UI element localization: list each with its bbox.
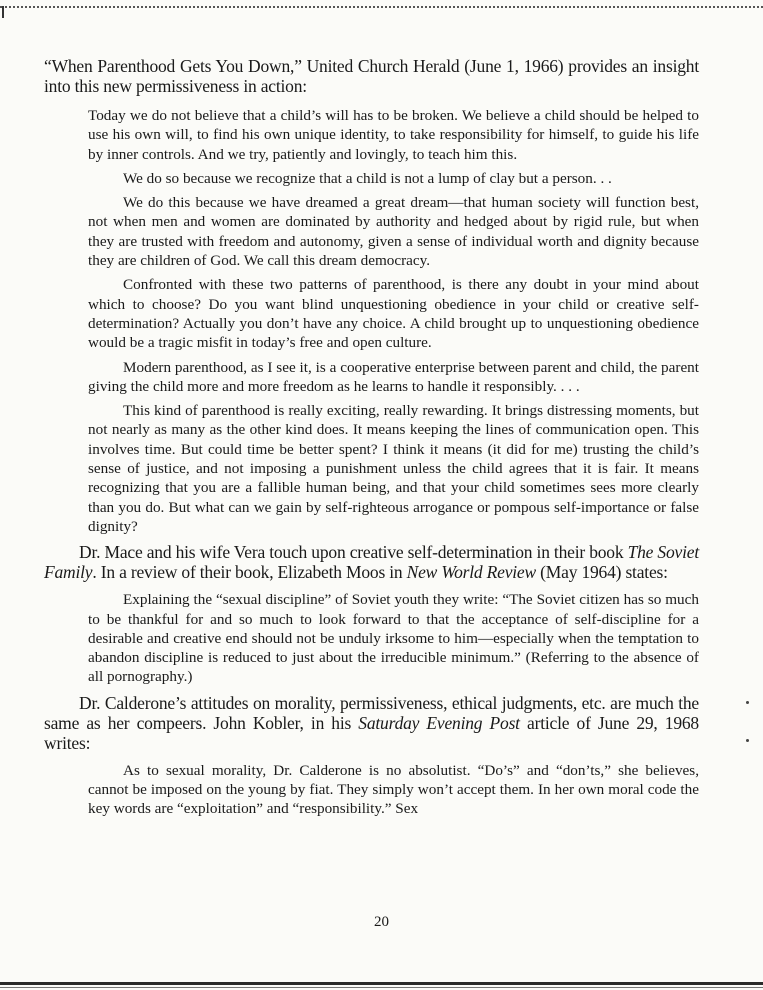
calderone-text-1: Dr. Calderone’s attitudes on morality, permissiveness, ethical judgments, etc. are much the same as her compeers. John Kobler, in his	[44, 692, 699, 733]
page-number: 20	[374, 914, 389, 930]
mace-text-1: Dr. Mace and his wife Vera touch upon creative self-determination in their book	[79, 542, 628, 563]
magazine-title: Saturday Evening Post	[358, 712, 520, 733]
calderone-paragraph	[44, 693, 699, 753]
journal-title: New World Review	[406, 562, 536, 583]
intro-paragraph: “When Parenthood Gets You Down,” United Church Herald (June 1, 1966) provides an insight into this new permissiveness in action:	[44, 56, 699, 96]
book-title: The Soviet Family	[44, 542, 699, 583]
mace-text-3: (May 1964) states:	[535, 562, 668, 583]
mace-paragraph	[44, 542, 699, 582]
page-top-edge	[0, 6, 763, 8]
blockquote-soviet: Explaining the “sexual discipline” of Soviet youth they write: “The Soviet citizen has so much to be thankful for and so much to look forward to that the acceptance of self-discipline for a desirable and creative end should not be unduly irksome to him—especially when the temptation to abandon discipline is reduced to just about the irreducible minimum.” (Referring to the absence of all pornography.)	[88, 591, 699, 686]
quote-paragraph: We do so because we recognize that a child is not a lump of clay but a person. . .	[123, 169, 612, 187]
blockquote-parenthood	[44, 106, 699, 536]
scan-speck	[746, 701, 749, 704]
scan-speck	[746, 739, 749, 742]
mace-text-2: . In a review of their book, Elizabeth Moos in	[92, 562, 407, 583]
page-bottom-edge	[0, 982, 763, 985]
calderone-text-2: article of June 29, 1968 writes:	[44, 712, 699, 753]
quote-paragraph: Modern parenthood, as I see it, is a cooperative enterprise between parent and child, the parent giving the child more and more freedom as he learns to handle it responsibly. . . .	[88, 358, 699, 395]
page-body	[44, 56, 699, 819]
quote-paragraph: This kind of parenthood is really exciting, really rewarding. It brings distressing moments, but not nearly as many as the other kind does. It means keeping the lines of communication open. This involves time. But could time be better spent? I think it means (it did for me) trusting the child’s sense of justice, and not imposing a punishment unless the child agrees that it is fair. It means recognizing that you are a fallible human being, and that your child sometimes sees more clearly than you do. But what can we gain by self-righteous arrogance or pompous self-importance or false dignity?	[88, 402, 699, 535]
quote-paragraph: Today we do not believe that a child’s will has to be broken. We believe a child should be helped to use his own will, to find his own unique identity, to take responsibility for himself, to guide his life by inner controls. And we try, patiently and lovingly, to teach him this.	[88, 107, 699, 163]
page-corner-mark	[2, 6, 4, 18]
page-bottom-edge-shadow	[0, 987, 763, 988]
quote-paragraph: We do this because we have dreamed a great dream—that human society will function best, not when men and women are dominated by authority and hedged about by rigid rule, but when they are trusted with freedom and autonomy, given a sense of individual worth and dignity because they are children of God. We call this dream democracy.	[88, 194, 699, 270]
quote-paragraph: Confronted with these two patterns of parenthood, is there any doubt in your mind about which to choose? Do you want blind unquestioning obedience in your child or creative self-determination? Actually you don’t have any choice. A child brought up to unquestioning obedience would be a tragic misfit in today’s free and open culture.	[88, 276, 699, 352]
blockquote-calderone: As to sexual morality, Dr. Calderone is no absolutist. “Do’s” and “don’ts,” she believes, cannot be imposed on the young by fiat. They simply won’t accept them. In her own moral code the key words are “exploitation” and “responsibility.” Sex	[88, 761, 699, 818]
